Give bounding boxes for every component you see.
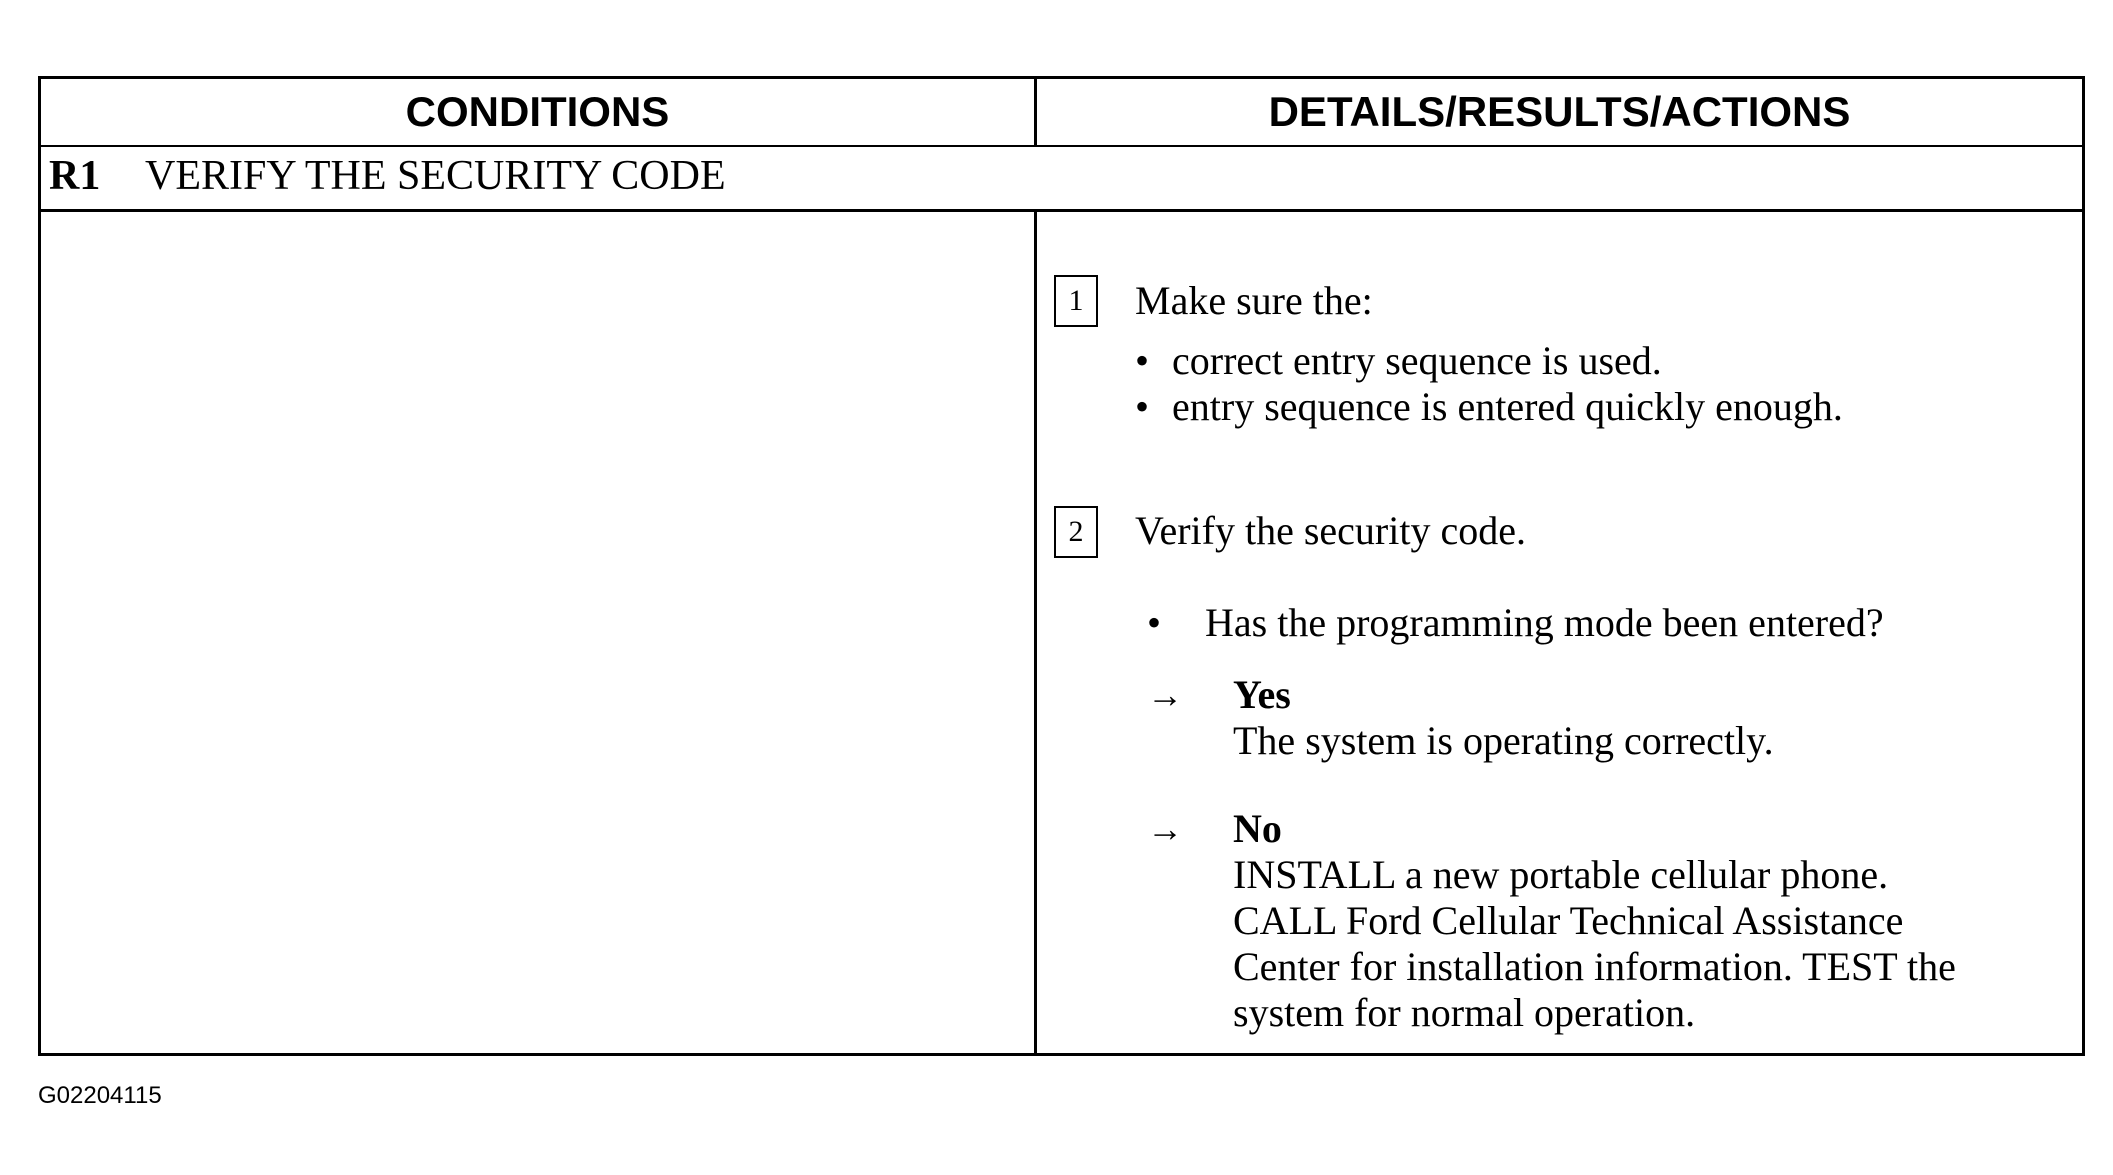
step-2-text: Verify the security code. [1135,508,1526,553]
figure-code: G02204115 [38,1082,162,1109]
conditions-header: CONDITIONS [41,79,1037,145]
step-1-bullet-1: correct entry sequence is used. [1172,338,1662,383]
step-1-text: Make sure the: [1135,278,1373,323]
bullet-icon: • [1135,338,1150,383]
step-id: R1 [49,153,101,199]
no-line-1: INSTALL a new portable cellular phone. [1233,852,1889,897]
step-title: VERIFY THE SECURITY CODE [145,153,726,199]
no-line-2: CALL Ford Cellular Technical Assistance [1233,898,1904,943]
table-header [41,79,2082,147]
step-number-box-2: 2 [1054,506,1098,558]
bullet-icon: • [1135,384,1150,429]
details-header: DETAILS/RESULTS/ACTIONS [1268,88,1851,135]
no-line-3: Center for installation information. TEST the [1233,944,1956,989]
yes-line-1: The system is operating correctly. [1233,718,1774,763]
diagnostic-table [38,76,2085,1056]
details-cell [1037,212,2082,1053]
step-number-box-1: 1 [1054,275,1098,327]
step-1-bullet-2: entry sequence is entered quickly enough. [1172,384,1843,429]
arrow-right-icon: → [1147,675,1183,715]
conditions-cell [41,212,1037,1053]
step-2-question: Has the programming mode been entered? [1205,600,1884,645]
no-label: No [1233,806,1282,851]
bullet-icon: • [1147,600,1162,645]
no-line-4: system for normal operation. [1233,990,1696,1035]
yes-label: Yes [1233,672,1291,717]
arrow-right-icon: → [1147,809,1183,849]
step-title-row [41,145,2082,212]
